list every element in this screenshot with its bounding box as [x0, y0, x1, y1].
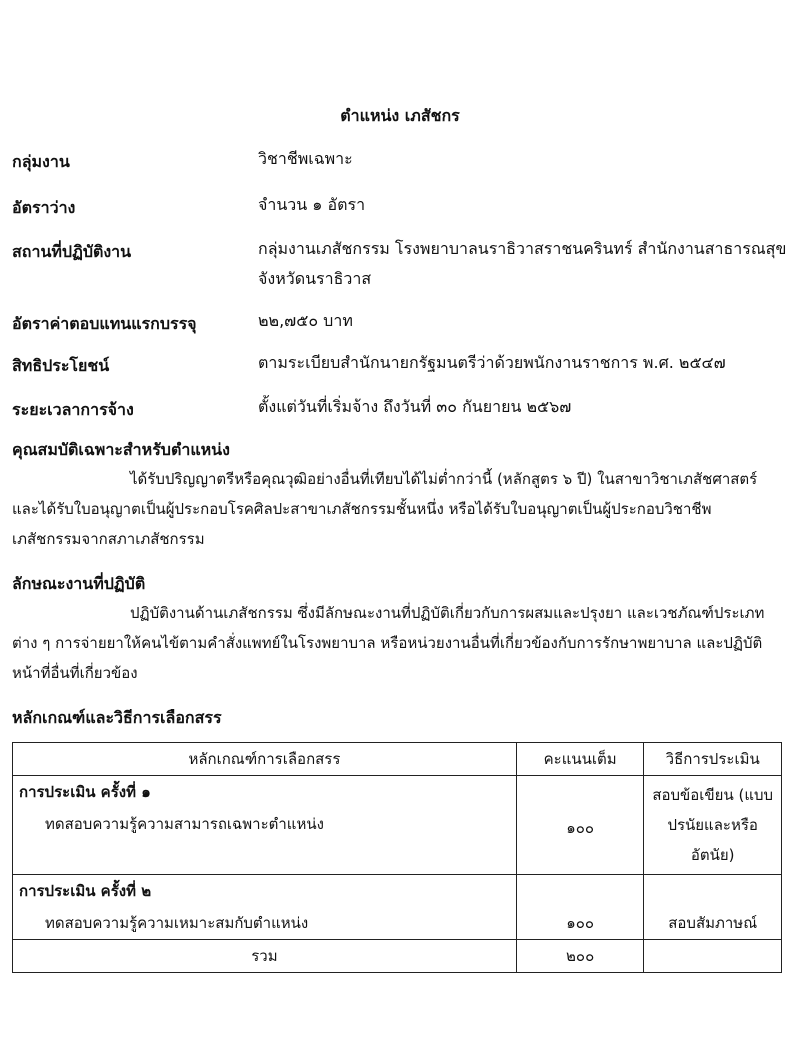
- field-value: วิชาชีพเฉพาะ: [258, 149, 353, 168]
- total-score: ๒๐๐: [516, 940, 644, 973]
- field-label: อัตราค่าตอบแทนแรกบรรจุ: [12, 314, 197, 333]
- field-label: สิทธิประโยชน์: [12, 356, 110, 375]
- criteria-total-row: [13, 940, 782, 973]
- criteria-row-round-2: [13, 875, 782, 940]
- qualifications-heading: คุณสมบัติเฉพาะสำหรับตำแหน่ง: [12, 440, 230, 459]
- criteria-table: [12, 742, 782, 973]
- field-value: กลุ่มงานเภสัชกรรม โรงพยาบาลนราธิวาสราชนครินทร์ สำนักงานสาธารณสุขจังหวัดนราธิวาส: [258, 239, 787, 288]
- round-cell: [13, 875, 517, 940]
- round-score: ๑๐๐: [516, 776, 644, 875]
- criteria-heading: หลักเกณฑ์และวิธีการเลือกสรร: [12, 708, 222, 727]
- round-cell: [13, 776, 517, 875]
- column-header-criteria: หลักเกณฑ์การเลือกสรร: [13, 743, 517, 776]
- duties-paragraph: [12, 598, 776, 688]
- round-score: ๑๐๐: [516, 875, 644, 940]
- round-item: ทดสอบความรู้ความเหมาะสมกับตำแหน่ง: [45, 914, 309, 932]
- field-label: สถานที่ปฏิบัติงาน: [12, 242, 132, 261]
- round-item: ทดสอบความรู้ความสามารถเฉพาะตำแหน่ง: [45, 815, 324, 833]
- round-method: สอบสัมภาษณ์: [644, 875, 782, 940]
- qualifications-paragraph: [12, 464, 776, 554]
- duties-text: ปฏิบัติงานด้านเภสัชกรรม ซึ่งมีลักษณะงานที่ปฏิบัติเกี่ยวกับการผสมและปรุงยา และเวชภัณฑ์ประเภทต่าง ๆ การจ่ายยาให้คนไข้ตามคำสั่งแพทย์ในโรงพยาบาล หรือหน่วยงานอื่นที่เกี่ยวข้องกับการรักษาพยาบาล และปฏิบัติหน้าที่อื่นที่เกี่ยวข้อง: [12, 604, 765, 682]
- field-value: จำนวน ๑ อัตรา: [258, 195, 366, 214]
- criteria-row-round-1: [13, 776, 782, 875]
- field-label: อัตราว่าง: [12, 198, 76, 217]
- document-title: ตำแหน่ง เภสัชกร: [340, 106, 460, 125]
- column-header-method: วิธีการประเมิน: [644, 743, 782, 776]
- field-label: ระยะเวลาการจ้าง: [12, 400, 134, 419]
- duties-heading: ลักษณะงานที่ปฏิบัติ: [12, 574, 146, 593]
- column-header-full-score: คะแนนเต็ม: [516, 743, 644, 776]
- round-method: สอบข้อเขียน (แบบปรนัยและหรืออัตนัย): [644, 776, 782, 875]
- field-value: ตั้งแต่วันที่เริ่มจ้าง ถึงวันที่ ๓๐ กันยายน ๒๕๖๗: [258, 397, 572, 416]
- round-title: การประเมิน ครั้งที่ ๑: [19, 783, 151, 801]
- field-label: กลุ่มงาน: [12, 152, 70, 171]
- total-label: รวม: [13, 940, 517, 973]
- total-method-empty: [644, 940, 782, 973]
- qualifications-text: ได้รับปริญญาตรีหรือคุณวุฒิอย่างอื่นที่เทียบได้ไม่ต่ำกว่านี้ (หลักสูตร ๖ ปี) ในสาขาวิชาเภสัชศาสตร์และได้รับใบอนุญาตเป็นผู้ประกอบโรคศิลปะสาขาเภสัชกรรมชั้นหนึ่ง หรือได้รับใบอนุญาตเป็นผู้ประกอบวิชาชีพเภสัชกรรมจากสภาเภสัชกรรม: [12, 470, 758, 548]
- field-value: ตามระเบียบสำนักนายกรัฐมนตรีว่าด้วยพนักงานราชการ พ.ศ. ๒๕๔๗: [258, 353, 726, 372]
- field-value: ๒๒,๗๕๐ บาท: [258, 311, 353, 330]
- round-title: การประเมิน ครั้งที่ ๒: [19, 882, 152, 900]
- criteria-header-row: [13, 743, 782, 776]
